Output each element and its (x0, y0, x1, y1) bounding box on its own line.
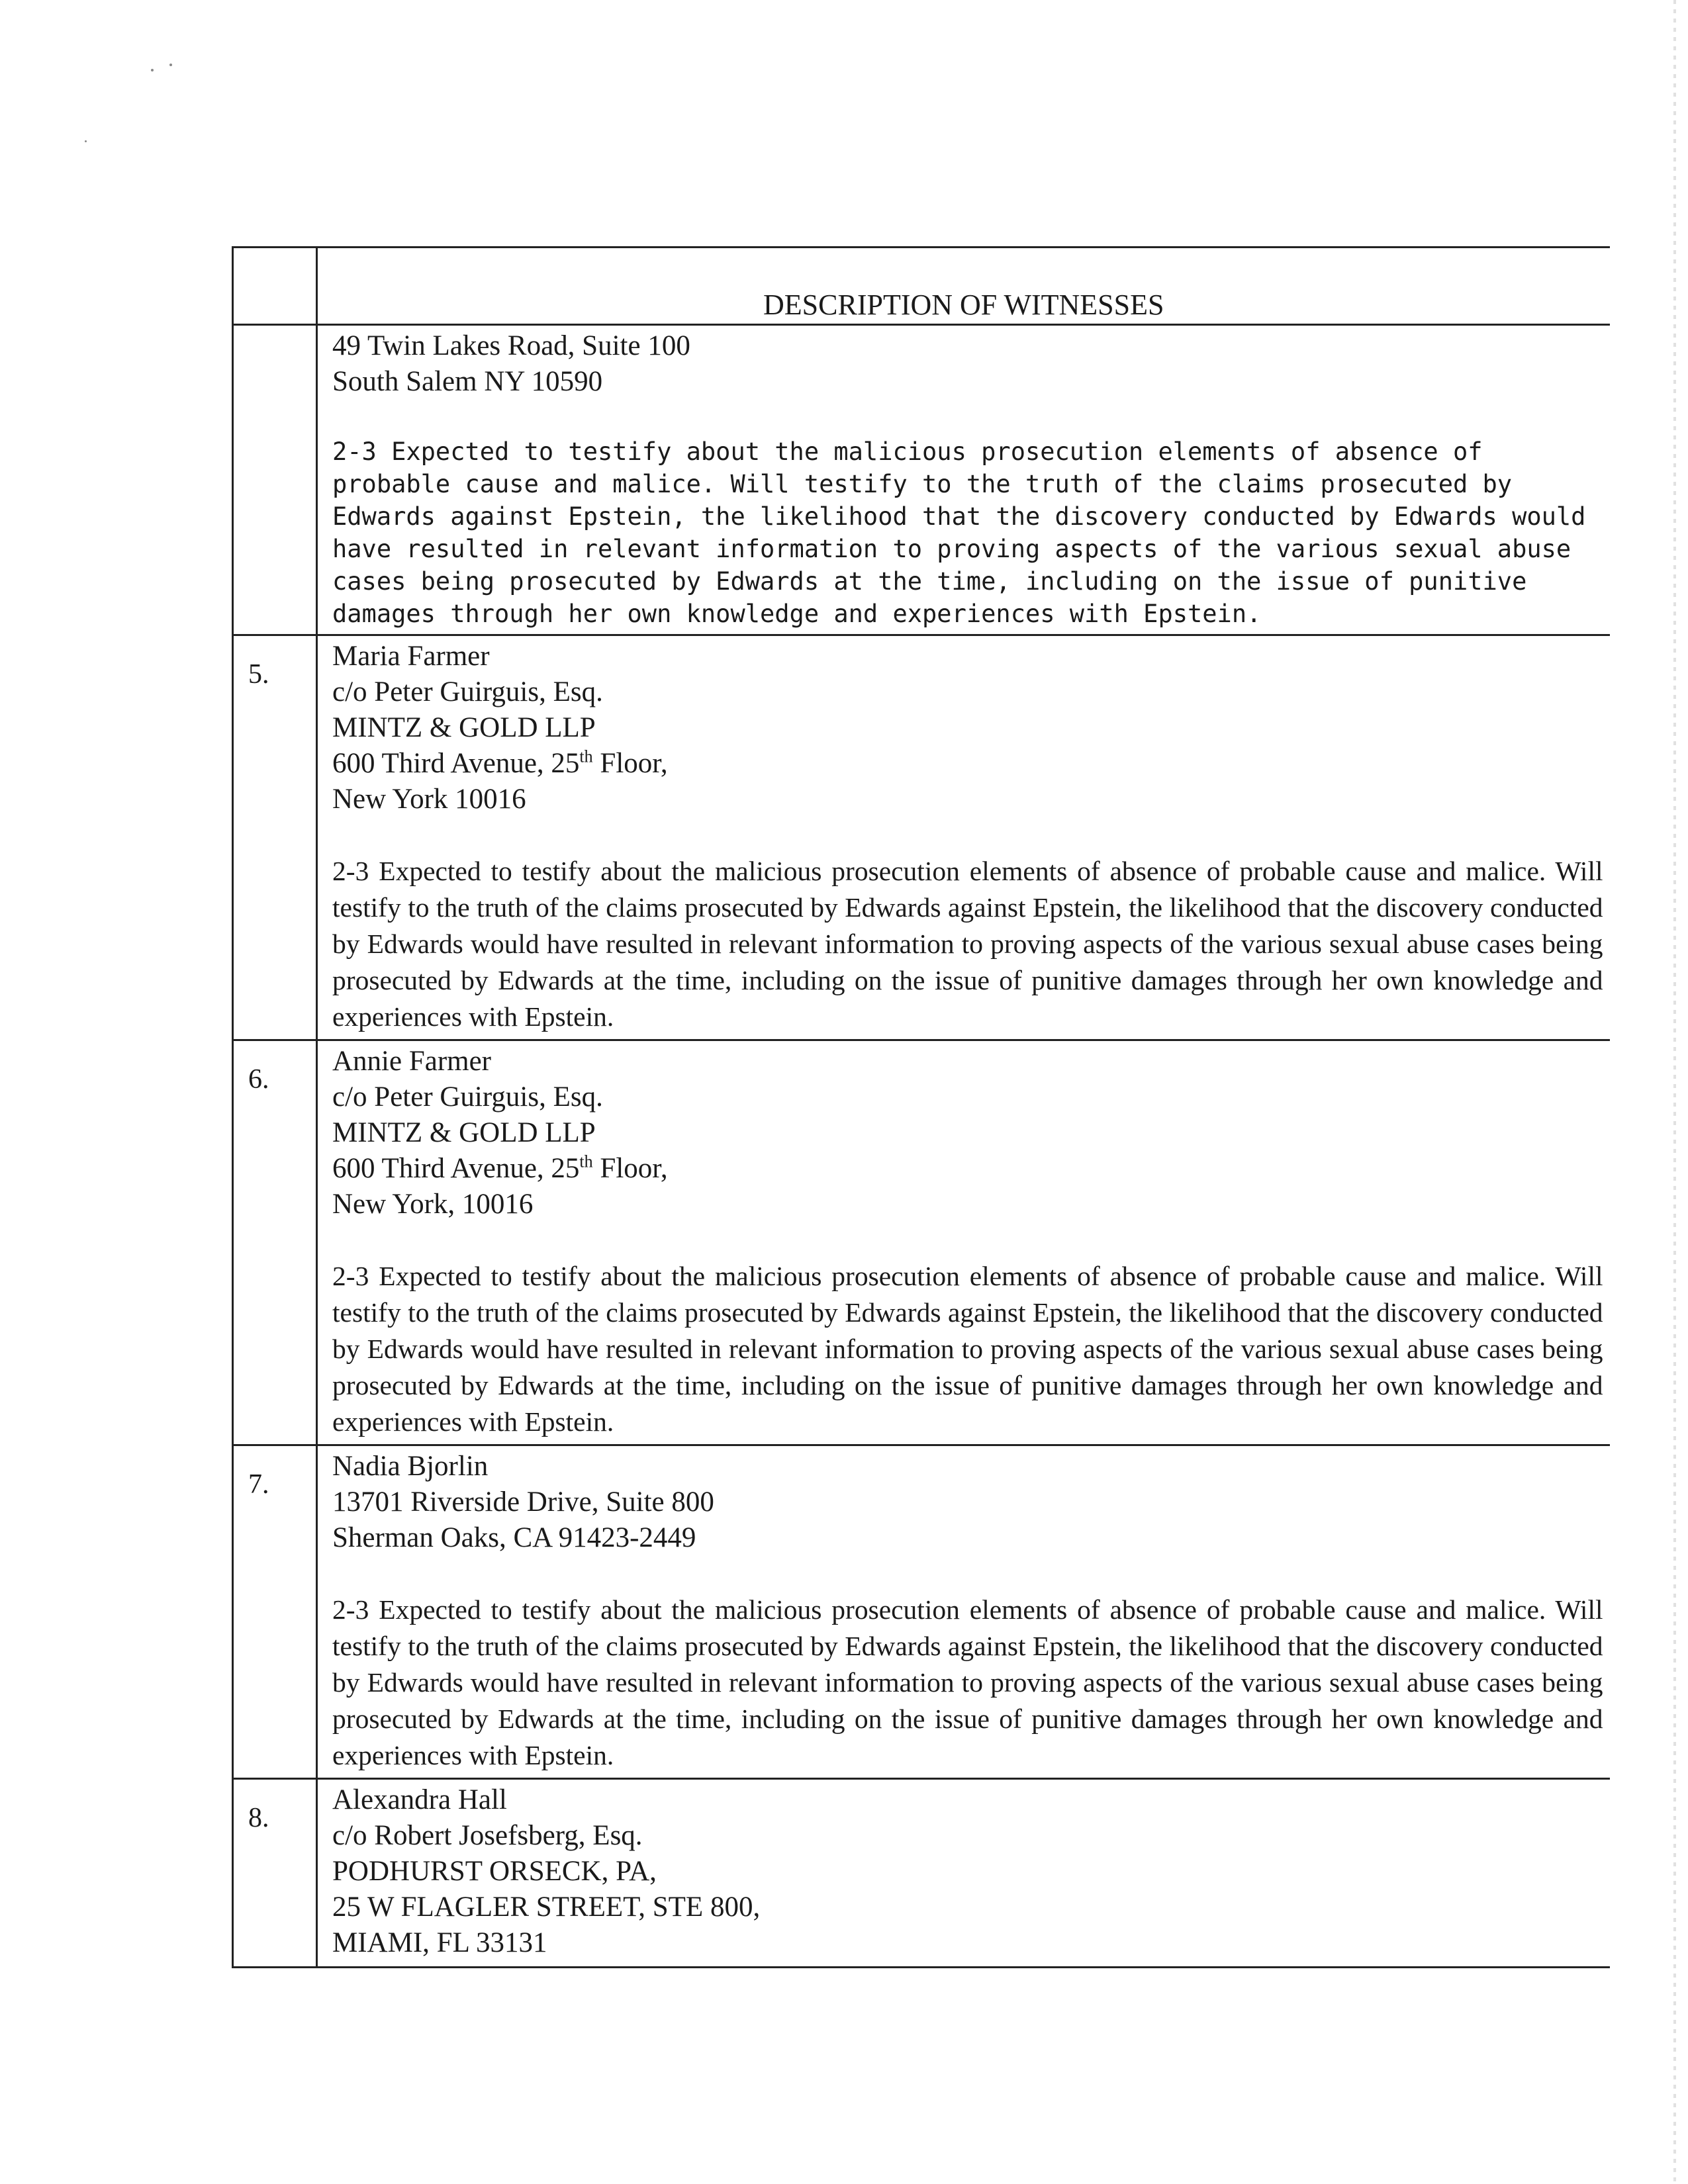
witness-number: 8. (233, 1779, 317, 1968)
header-number-cell (233, 248, 317, 325)
city-line: MIAMI, FL 33131 (332, 1927, 547, 1958)
table-row (233, 325, 1610, 635)
city-line: New York 10016 (332, 784, 526, 815)
scan-speck (85, 140, 87, 142)
table-header-label: DESCRIPTION OF WITNESSES (763, 289, 1164, 321)
care-of-line: c/o Robert Josefsberg, Esq. (332, 1820, 643, 1851)
testimony-text: 2-3 Expected to testify about the malicious prosecution elements of absence of probable cause and malice. Will testify to the truth of the claims prosecuted by Edwards against Epstein, the likelihood that the discovery conducted by Edwards would have resulted in relevant information to proving aspects of the various sexual abuse cases being prosecuted by Edwards at the time, including on the issue of punitive damages through her own knowledge and experiences with Epstein. (332, 1261, 1603, 1437)
care-of-line: c/o Peter Guirguis, Esq. (332, 1081, 603, 1113)
witness-description (317, 1779, 1610, 1968)
table-row (233, 1445, 1610, 1779)
address-line: South Salem NY 10590 (332, 366, 603, 397)
witness-number: 6. (233, 1040, 317, 1445)
witness-table (232, 246, 1610, 1968)
witness-name: Annie Farmer (332, 1046, 492, 1077)
table-row (233, 635, 1610, 1040)
witness-name: Alexandra Hall (332, 1784, 507, 1815)
table-row (233, 1040, 1610, 1445)
firm-name: MINTZ & GOLD LLP (332, 712, 596, 743)
witness-number: 5. (233, 635, 317, 1040)
witness-description (317, 635, 1610, 1040)
firm-name: MINTZ & GOLD LLP (332, 1117, 596, 1148)
witness-description (317, 1040, 1610, 1445)
witness-name: Maria Farmer (332, 641, 490, 672)
care-of-line: c/o Peter Guirguis, Esq. (332, 676, 603, 707)
witness-number (233, 325, 317, 635)
firm-name: PODHURST ORSECK, PA, (332, 1856, 657, 1887)
table-header-row (233, 248, 1610, 325)
testimony-text: 2-3 Expected to testify about the malicious prosecution elements of absence of probable cause and malice. Will testify to the truth of the claims prosecuted by Edwards against Epstein, the likelihood that the discovery conducted by Edwards would have resulted in relevant information to proving aspects of the various sexual abuse cases being prosecuted by Edwards at the time, including on the issue of punitive damages through her own knowledge and experiences with Epstein. (332, 856, 1603, 1032)
street-address: 600 Third Avenue, 25th Floor, (332, 747, 668, 779)
witness-name: Nadia Bjorlin (332, 1451, 489, 1482)
scan-speck (169, 64, 172, 66)
witness-number: 7. (233, 1445, 317, 1779)
scan-edge-artifact (1673, 0, 1676, 2184)
table-row (233, 1779, 1610, 1968)
witness-description (317, 325, 1610, 635)
city-line: New York, 10016 (332, 1189, 534, 1220)
testimony-text: 2-3 Expected to testify about the malicious prosecution elements of absence of probable cause and malice. Will testify to the truth of the claims prosecuted by Edwards against Epstein, the likelihood that the discovery conducted by Edwards would have resulted in relevant information to proving aspects of the various sexual abuse cases being prosecuted by Edwards at the time, including on the issue of punitive damages through her own knowledge and experiences with Epstein. (332, 1594, 1603, 1770)
table-header (317, 248, 1610, 325)
city-line: Sherman Oaks, CA 91423-2449 (332, 1522, 696, 1553)
street-address: 600 Third Avenue, 25th Floor, (332, 1152, 668, 1184)
testimony-text: 2-3 Expected to testify about the malicious prosecution elements of absence of probable cause and malice. Will testify to the truth of the claims prosecuted by Edwards against Epstein, the likelihood that the discovery conducted by Edwards would have resulted in relevant information to proving aspects of the various sexual abuse cases being prosecuted by Edwards at the time, including on the issue of punitive damages through her own knowledge and experiences with Epstein. (332, 437, 1586, 628)
street-address: 13701 Riverside Drive, Suite 800 (332, 1486, 714, 1518)
street-address: 25 W FLAGLER STREET, STE 800, (332, 1891, 761, 1923)
address-line: 49 Twin Lakes Road, Suite 100 (332, 330, 690, 361)
scan-speck (151, 69, 154, 71)
witness-description (317, 1445, 1610, 1779)
